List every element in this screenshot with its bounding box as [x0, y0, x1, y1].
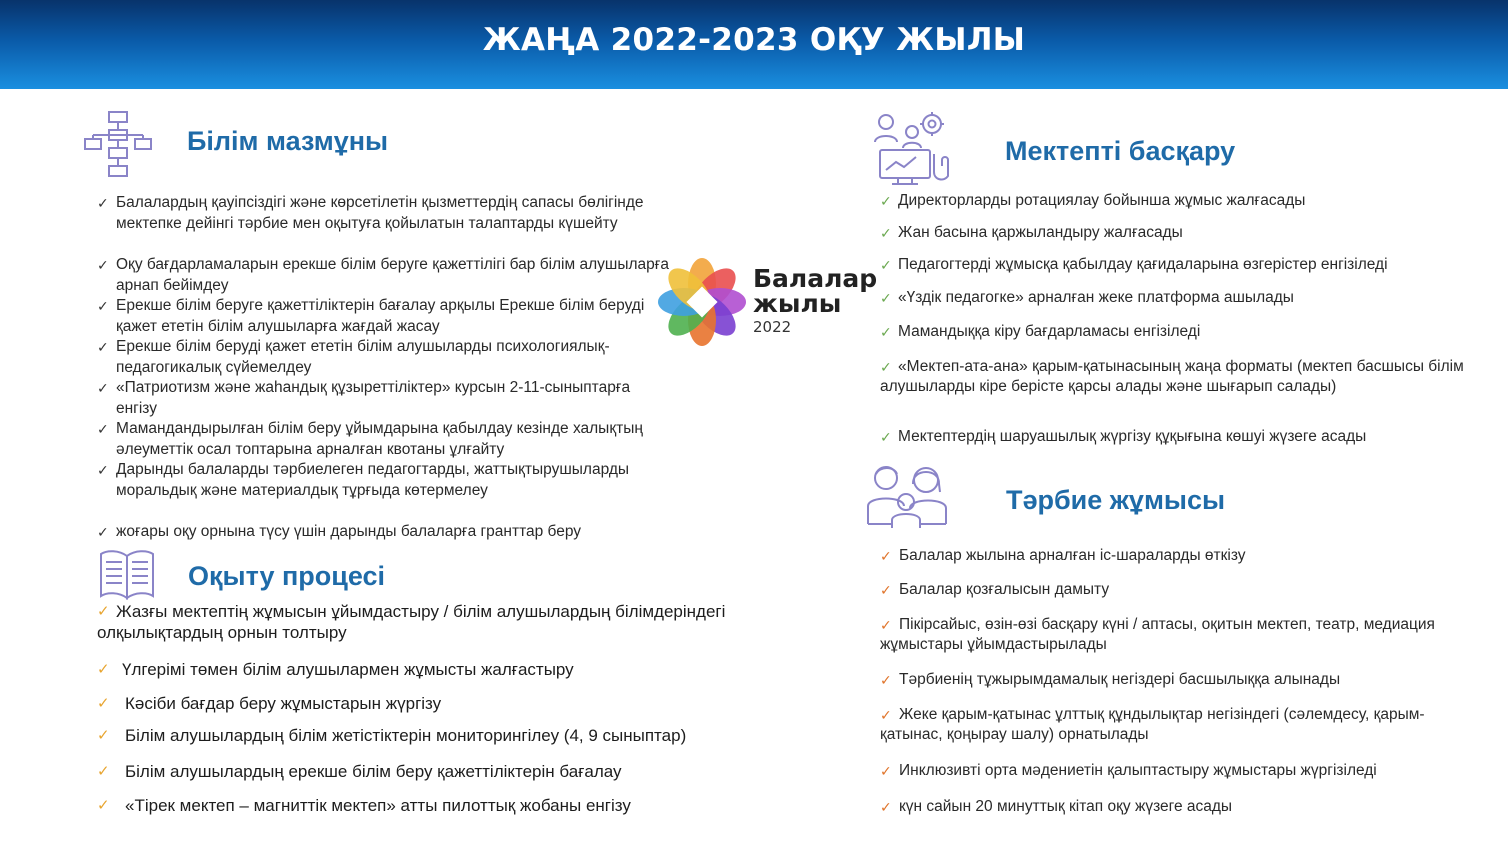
check-icon: ✓ — [97, 421, 109, 437]
check-icon: ✓ — [880, 617, 892, 633]
check-icon: ✓ — [97, 603, 110, 620]
list-item: ✓ Үлгерімі төмен білім алушылармен жұмысты жалғастыру — [97, 660, 574, 679]
check-icon: ✓ — [97, 727, 110, 744]
management-list — [880, 191, 1470, 449]
logo-line-2: жылы — [753, 289, 842, 318]
management-people-gears-icon — [872, 110, 952, 188]
list-item: ✓ Білім алушылардың ерекше білім беру қажеттіліктерін бағалау — [97, 762, 622, 781]
open-book-icon — [97, 548, 157, 602]
list-item: ✓ Инклюзивті орта мәдениетін қалыптастыру жұмыстары жүргізіледі — [880, 762, 1377, 779]
list-item: ✓ Ерекше білім беруді қажет ететін білім алушыларды психологиялық-педагогикалық сүйемелдеу — [97, 338, 610, 376]
check-icon: ✓ — [97, 380, 109, 396]
list-item: ✓ Тәрбиенің тұжырымдамалық негіздері басшылыққа алынады — [880, 671, 1341, 688]
page-title: ЖАҢА 2022-2023 ОҚУ ЖЫЛЫ — [482, 22, 1026, 58]
check-icon: ✓ — [880, 799, 892, 815]
process-list — [97, 601, 777, 819]
check-icon: ✓ — [97, 763, 110, 780]
list-item: ✓ Директорларды ротациялау бойынша жұмыс жалғасады — [880, 192, 1306, 209]
list-item: ✓ Дарынды балаларды тәрбиелеген педагогтарды, жаттықтырушыларды моральдық және материалдық тұрғыда көтермелеу — [97, 461, 630, 499]
list-item: ✓ Балалар жылына арналған іс-шараларды өткізу — [880, 547, 1246, 564]
list-item: ✓ «Тірек мектеп – магниттік мектеп» атты пилоттық жобаны енгізу — [97, 796, 631, 815]
logo-line-1: Балалар — [753, 264, 878, 293]
check-icon: ✓ — [97, 524, 109, 540]
check-icon: ✓ — [880, 672, 892, 688]
list-item: ✓ Балалар қозғалысын дамыту — [880, 581, 1110, 598]
list-item: ✓ Жеке қарым-қатынас ұлттық құндылықтар негізіндегі (сәлемдесу, қарым-қатынас, қоңырау шалу) орнатылады — [880, 706, 1425, 743]
check-icon: ✓ — [97, 797, 110, 814]
section-title-process: Оқыту процесі — [188, 561, 386, 591]
upbringing-list — [880, 546, 1470, 819]
check-icon: ✓ — [880, 257, 892, 273]
family-icon — [866, 462, 948, 530]
list-item: ✓ Оқу бағдарламаларын ерекше білім беруге қажеттілігі бар білім алушыларға арнап бейімдеу — [97, 256, 670, 294]
check-icon: ✓ — [880, 290, 892, 306]
list-item: ✓ Педагогтерді жұмысқа қабылдау қағидаларына өзгерістер енгізіледі — [880, 256, 1388, 273]
header-banner — [0, 0, 1508, 89]
check-icon: ✓ — [97, 339, 109, 355]
list-item: ✓ Білім алушылардың білім жетістіктерін мониторингілеу (4, 9 сыныптар) — [97, 726, 687, 745]
list-item: ✓ күн сайын 20 минуттық кітап оқу жүзеге асады — [880, 798, 1233, 815]
list-item: ✓ Ерекше білім беруге қажеттіліктерін бағалау арқылы Ерекше білім беруді қажет ететін білім алушыларға жағдай жасау — [97, 297, 645, 335]
check-icon: ✓ — [880, 707, 892, 723]
list-item: ✓ Жазғы мектептің жұмысын ұйымдастыру / білім алушылардың білімдеріндегі олқылықтардың орнын толтыру — [97, 602, 726, 642]
check-icon: ✓ — [880, 225, 892, 241]
list-item: ✓ «Үздік педагогке» арналған жеке платформа ашылады — [880, 289, 1294, 306]
content-list — [97, 193, 672, 543]
logo-year: 2022 — [753, 318, 792, 336]
check-icon: ✓ — [97, 298, 109, 314]
check-icon: ✓ — [880, 193, 892, 209]
check-icon: ✓ — [880, 548, 892, 564]
list-item: ✓ жоғары оқу орнына түсу үшін дарынды балаларға гранттар беру — [97, 522, 672, 543]
list-item: ✓ Пікірсайыс, өзін-өзі басқару күні / аптасы, оқитын мектеп, театр, медиация жұмыстары ұйымдастырылады — [880, 616, 1435, 653]
hierarchy-chart-icon — [82, 110, 154, 182]
check-icon: ✓ — [880, 324, 892, 340]
check-icon: ✓ — [880, 359, 892, 375]
check-icon: ✓ — [880, 429, 892, 445]
check-icon: ✓ — [97, 462, 109, 478]
check-icon: ✓ — [880, 582, 892, 598]
list-item: ✓ Мамандыққа кіру бағдарламасы енгізіледі — [880, 323, 1201, 340]
list-item: ✓ «Патриотизм және жаһандық құзыреттіліктер» курсын 2-11-сыныптарға енгізу — [97, 379, 631, 417]
check-icon: ✓ — [97, 695, 110, 712]
list-item: ✓ Мамандандырылған білім беру ұйымдарына қабылдау кезінде халықтың әлеуметтік осал топтарына арналған квотаны ұлғайту — [97, 420, 643, 458]
section-title-upbringing: Тәрбие жұмысы — [1006, 485, 1226, 515]
section-title-content: Білім мазмұны — [187, 126, 389, 156]
balalar-zhyly-logo — [656, 256, 878, 348]
check-icon: ✓ — [880, 763, 892, 779]
list-item: ✓ Кәсіби бағдар беру жұмыстарын жүргізу — [97, 694, 442, 713]
check-icon: ✓ — [97, 195, 109, 211]
list-item: ✓ «Мектеп-ата-ана» қарым-қатынасының жаңа форматы (мектеп басшысы білім алушыларды кіре берісте қарсы алады және шығарып салады) — [880, 358, 1464, 395]
flower-logo-icon — [656, 256, 748, 348]
check-icon: ✓ — [97, 661, 110, 678]
list-item: ✓ Жан басына қаржыландыру жалғасады — [880, 224, 1183, 241]
list-item: ✓ Балалардың қауіпсіздігі және көрсетілетін қызметтердің сапасы бөлігінде мектепке дейінгі тәрбие мен оқытуға қойылатын талаптарды күшейту — [97, 194, 644, 232]
section-title-management: Мектепті басқару — [1005, 136, 1236, 166]
list-item: ✓ Мектептердің шаруашылық жүргізу құқығына көшуі жүзеге асады — [880, 428, 1367, 445]
check-icon: ✓ — [97, 257, 109, 273]
